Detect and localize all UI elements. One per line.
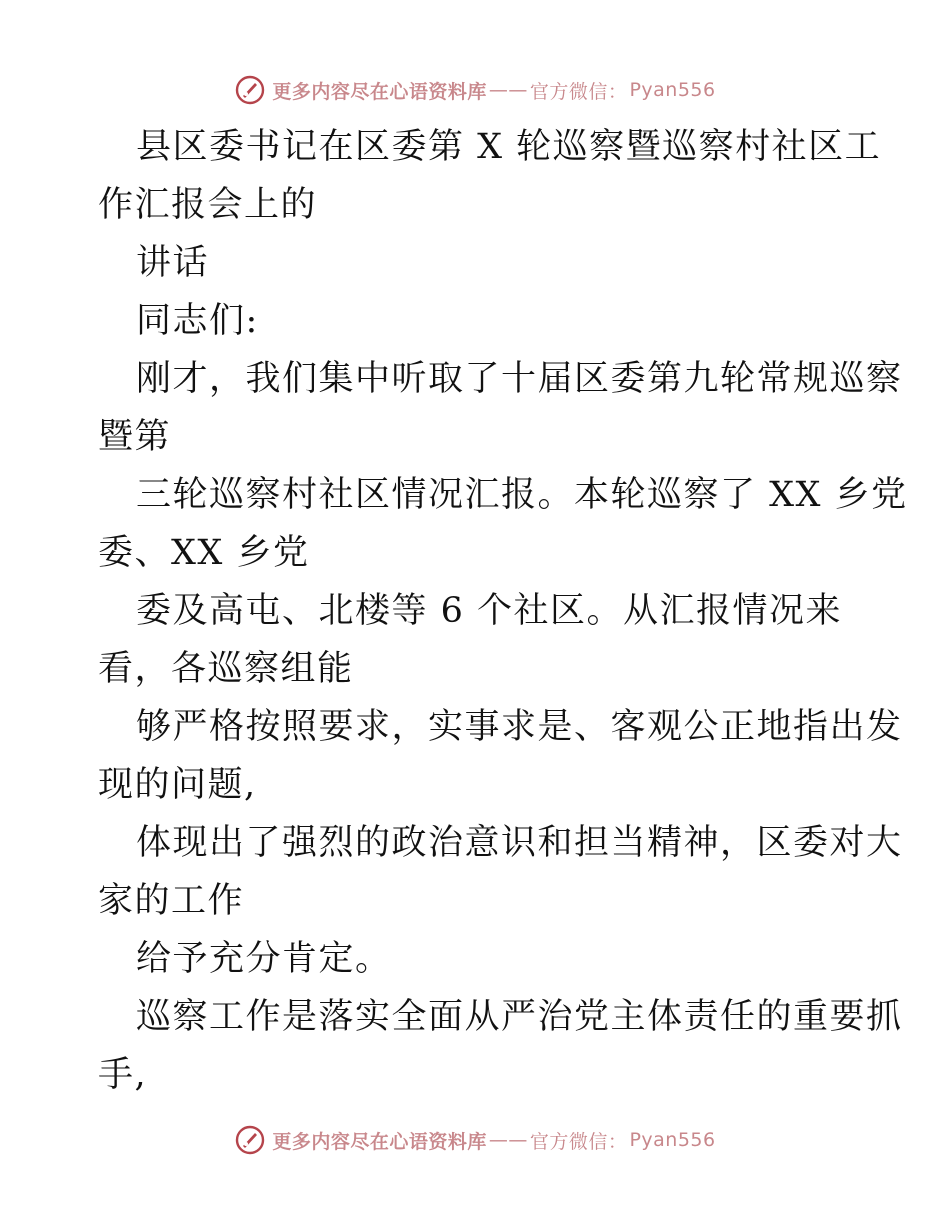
text-line: 家的工作	[98, 881, 245, 921]
text-line: 刚才，我们集中听取了十届区委第九轮常规巡察	[136, 359, 903, 399]
text-line: 手,	[98, 1055, 148, 1095]
header-watermark	[0, 70, 950, 110]
feather-pen-logo-icon	[234, 74, 266, 106]
text-line: 委、XX 乡党	[98, 533, 310, 573]
text-line: 现的问题,	[98, 765, 257, 805]
text-line: 看，各巡察组能	[98, 649, 354, 689]
watermark-wechat-id: Pyan556	[629, 79, 716, 101]
text-line: 够严格按照要求，实事求是、客观公正地指出发	[136, 707, 903, 747]
text-line: 讲话	[136, 243, 210, 283]
document-body	[98, 118, 908, 1104]
watermark-wechat-label: 官方微信：	[529, 80, 628, 103]
text-line: 体现出了强烈的政治意识和担当精神，区委对大	[136, 823, 903, 863]
text-line: 巡察工作是落实全面从严治党主体责任的重要抓	[136, 997, 903, 1037]
watermark-wechat-id: Pyan556	[629, 1129, 716, 1151]
text-line: 县区委书记在区委第 X 轮巡察暨巡察村社区工	[136, 127, 882, 167]
text-line: 给予充分肯定。	[136, 939, 392, 979]
footer-watermark	[0, 1120, 950, 1160]
watermark-text: 更多内容尽在心语资料库	[272, 1130, 487, 1153]
text-line: 作汇报会上的	[98, 185, 318, 225]
text-line: 委及高屯、北楼等 6 个社区。从汇报情况来	[136, 591, 843, 631]
watermark-text: 更多内容尽在心语资料库	[272, 80, 487, 103]
feather-pen-logo-icon	[234, 1124, 266, 1156]
watermark-separator: ——	[488, 79, 528, 101]
text-line: 同志们:	[136, 301, 259, 341]
text-line: 三轮巡察村社区情况汇报。本轮巡察了 XX 乡党	[136, 475, 908, 515]
watermark-separator: ——	[488, 1129, 528, 1151]
text-line: 暨第	[98, 417, 172, 457]
watermark-wechat-label: 官方微信：	[529, 1130, 628, 1153]
